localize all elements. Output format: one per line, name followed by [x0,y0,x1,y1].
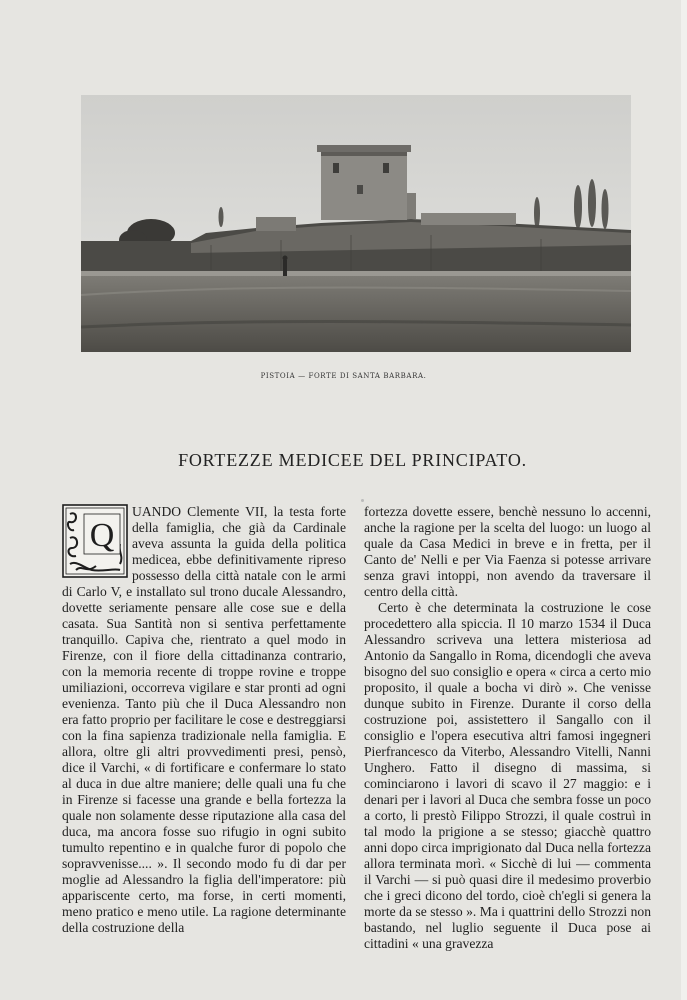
paragraph: UANDO Clemente VII, la testa forte della famiglia, che già da Cardinale aveva assunta la guida della politica medicea, ebbe definitivamente ripreso possesso della città natale con le armi di Carlo V, e installato sul trono ducale Alessandro, dovette seriamente pensare alle cose sue e della casata. Sua Santità non si sentiva perfettamente tranquillo. Capiva che, rientrato a quel modo in Firenze, con il fiore della cittadinanza contrario, con la memoria recente di troppe rovine e troppe umiliazioni, occorreva vigilare e star pronti ad ogni evenienza. Tanto più che il Duca Alessandro non era fatto proprio per facilitare le cose e destreggiarsi con la fina sapienza tradizionale nella famiglia. E allora, oltre gli altri provvedimenti presi, pensò, dice il Varchi, « di fortificare e confermare lo stato al duca in due altre maniere; delle quali una fu che in Firenze si facesse una grande e bella fortezza la quale non solamente desse riputazione alla casa del duca, ma ancora fosse suo rifugio in ogni subito tumulto repentino e in qualche furor di popolo che sopravvenisse.... ». Il secondo modo fu di dar per moglie ad Alessandro la figlia dell'imperatore: più appariscente certo, ma forse, in certi momenti, meno pratico e meno utile. La ragione determinante della costruzione della [62,504,346,935]
photo-caption: PISTOIA — FORTE DI SANTA BARBARA. [260,372,427,380]
fortress-photograph-image [81,95,631,352]
right-column [364,504,651,952]
left-column [62,504,346,936]
page-edge [681,0,687,1000]
print-mark [361,499,364,502]
paragraph: Certo è che determinata la costruzione le cose procedettero alla spiccia. Il 10 marzo 1534 il Duca Alessandro scriveva una lettera misteriosa ad Antonio da Sangallo in Roma, dicendogli che aveva bisogno del suo consiglio e opera « circa a certo mio proposito, il quale a bocha vi dirò ». Che venisse dunque subito in Firenze. Durante il corso della costruzione poi, assistettero il Sangallo con il consiglio e l'opera esecutiva altri famosi ingegneri Pierfrancesco da Viterbo, Alessandro Vitelli, Nanni Unghero. Fatto il disegno di massima, si cominciarono i lavori di scavo il 27 maggio: e i denari per i lavori al Duca che sembra fosse un poco a corto, li prestò Filippo Strozzi, il quale costruì in tal modo la prigione a se stesso; giacchè quattro anni dopo circa imprigionato dal Duca nella fortezza allora terminata morì. « Sicchè di lui — commenta il Varchi — si può quasi dire il medesimo proverbio che i greci dicono del tordo, cioè ch'egli si genera la morte da se stesso ». Ma i quattrini dello Strozzi non bastando, nel luglio seguente il Duca pose ai cittadini « una gravezza [364,600,651,951]
fortress-photograph [81,95,631,352]
dropcap-ornament-icon [62,504,128,578]
dropcap-letter: Q [89,517,115,554]
ornamental-dropcap [62,504,128,578]
paragraph: fortezza dovette essere, benchè nessuno lo accenni, anche la ragione per la scelta del luogo: un luogo al quale da Casa Medici in breve e in fretta, per il Canto de' Nelli e per Via Faenza si potesse arrivare senza gravi intoppi, non avendo da traversare il centro della città. [364,504,651,599]
article-title: FORTEZZE MEDICEE DEL PRINCIPATO. [178,450,527,470]
